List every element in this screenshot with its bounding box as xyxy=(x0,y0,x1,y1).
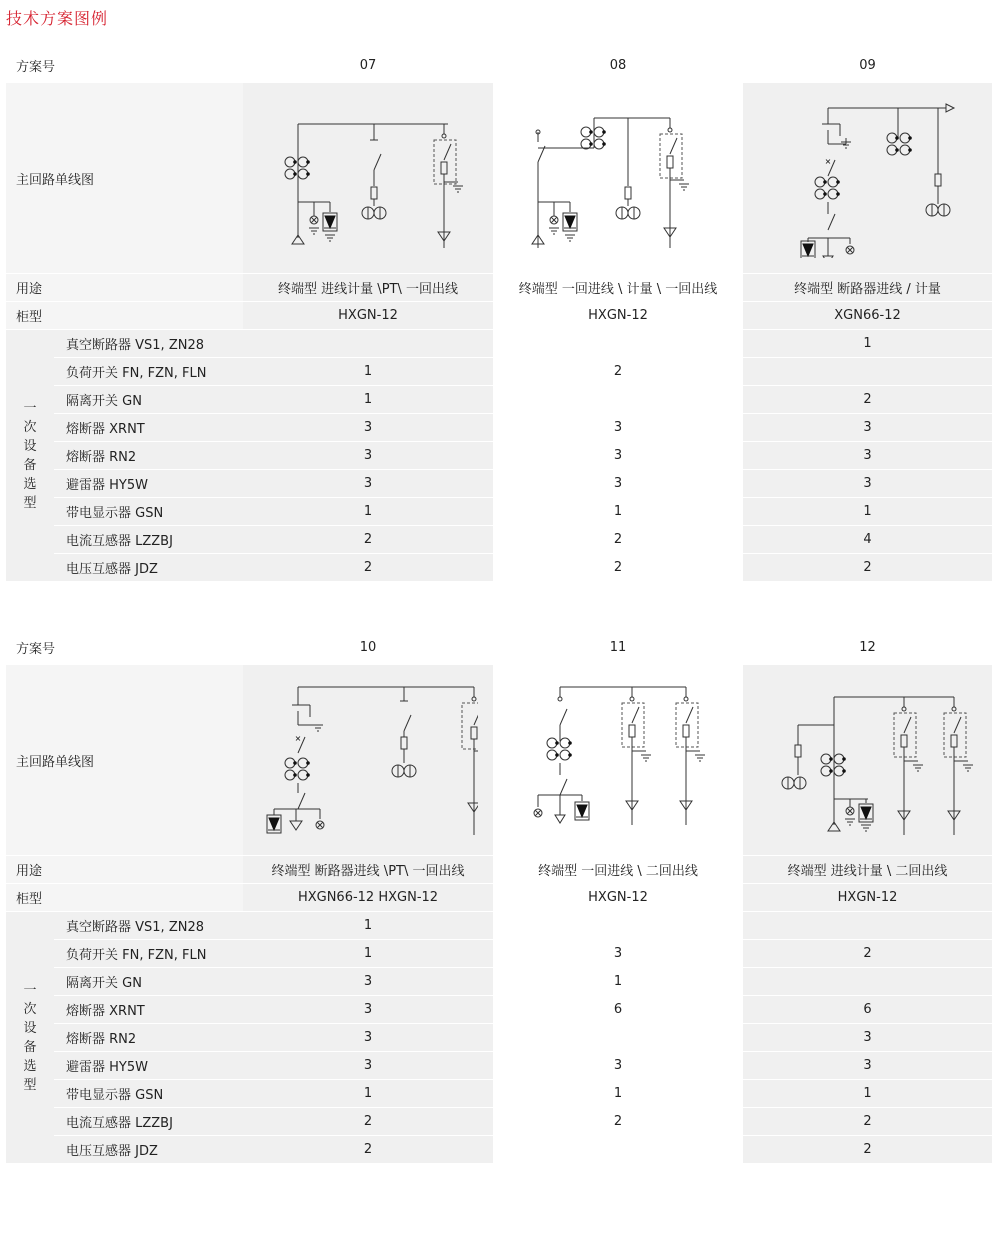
usage-value: 终端型 一回进线 \ 二回出线 xyxy=(493,856,743,884)
equipment-qty: 2 xyxy=(743,386,992,414)
primary-equipment-label xyxy=(6,912,54,1164)
equipment-qty: 2 xyxy=(743,1136,992,1164)
equipment-qty: 1 xyxy=(243,940,493,968)
cabinet-type-value: HXGN-12 xyxy=(243,302,493,330)
cabinet-type-value: HXGN66-12 HXGN-12 xyxy=(243,884,493,912)
scheme-no-label: 方案号 xyxy=(6,48,243,83)
equipment-qty: 3 xyxy=(743,442,992,470)
equipment-qty: 3 xyxy=(243,414,493,442)
equipment-qty: 2 xyxy=(243,554,493,582)
scheme-no: 12 xyxy=(743,630,992,665)
equipment-row xyxy=(6,358,992,386)
equipment-qty: 4 xyxy=(743,526,992,554)
page-title: 技术方案图例 xyxy=(6,9,109,28)
equipment-name: 避雷器 HY5W xyxy=(54,470,243,498)
main-circuit-label: 主回路单线图 xyxy=(6,665,243,856)
equipment-name: 避雷器 HY5W xyxy=(54,1052,243,1080)
equipment-qty: 3 xyxy=(493,470,743,498)
equipment-qty xyxy=(493,912,743,940)
scheme-table-2 xyxy=(6,630,992,1164)
single-line-diagram-07 xyxy=(258,98,478,258)
equipment-qty: 3 xyxy=(743,470,992,498)
cabinet-type-value: HXGN-12 xyxy=(743,884,992,912)
equipment-row xyxy=(6,1108,992,1136)
primary-equipment-char: 设 xyxy=(23,1020,37,1036)
equipment-qty: 1 xyxy=(493,968,743,996)
equipment-qty xyxy=(493,330,743,358)
equipment-row xyxy=(6,330,992,358)
single-line-diagram-08 xyxy=(508,98,728,258)
cabinet-type-value: XGN66-12 xyxy=(743,302,992,330)
primary-equipment-char: 次 xyxy=(23,1001,37,1017)
equipment-name: 电流互感器 LZZBJ xyxy=(54,1108,243,1136)
equipment-name: 真空断路器 VS1, ZN28 xyxy=(54,330,243,358)
equipment-qty: 3 xyxy=(243,968,493,996)
equipment-qty xyxy=(493,1024,743,1052)
single-line-diagram-11 xyxy=(508,675,728,845)
equipment-qty: 6 xyxy=(743,996,992,1024)
equipment-rows xyxy=(6,912,992,1164)
primary-equipment-label xyxy=(6,330,54,582)
equipment-qty: 2 xyxy=(243,1108,493,1136)
equipment-qty: 2 xyxy=(743,554,992,582)
equipment-row xyxy=(6,1024,992,1052)
equipment-qty: 3 xyxy=(493,940,743,968)
equipment-row xyxy=(6,1080,992,1108)
equipment-name: 负荷开关 FN, FZN, FLN xyxy=(54,940,243,968)
usage-value: 终端型 进线计量 \ 二回出线 xyxy=(743,856,992,884)
equipment-qty: 1 xyxy=(493,498,743,526)
diagram-cell xyxy=(743,83,992,274)
equipment-qty xyxy=(243,330,493,358)
equipment-qty: 2 xyxy=(743,940,992,968)
equipment-qty: 3 xyxy=(493,1052,743,1080)
primary-equipment-char: 一 xyxy=(23,982,37,998)
equipment-qty: 3 xyxy=(743,1024,992,1052)
equipment-qty: 1 xyxy=(243,912,493,940)
usage-label: 用途 xyxy=(6,274,243,302)
equipment-qty: 3 xyxy=(243,996,493,1024)
equipment-qty: 2 xyxy=(243,526,493,554)
primary-equipment-char: 备 xyxy=(23,1039,37,1055)
equipment-qty: 2 xyxy=(243,1136,493,1164)
equipment-qty: 3 xyxy=(243,442,493,470)
primary-equipment-char: 型 xyxy=(23,495,37,511)
diagram-cell xyxy=(243,83,493,274)
equipment-qty: 3 xyxy=(493,414,743,442)
equipment-row xyxy=(6,414,992,442)
equipment-row xyxy=(6,554,992,582)
equipment-row xyxy=(6,470,992,498)
equipment-name: 熔断器 RN2 xyxy=(54,442,243,470)
cabinet-type-label: 柜型 xyxy=(6,302,243,330)
equipment-row xyxy=(6,968,992,996)
primary-equipment-char: 一 xyxy=(23,400,37,416)
equipment-row xyxy=(6,386,992,414)
equipment-qty: 6 xyxy=(493,996,743,1024)
scheme-table-1 xyxy=(6,48,992,582)
scheme-no: 11 xyxy=(493,630,743,665)
equipment-qty: 1 xyxy=(493,1080,743,1108)
equipment-qty: 1 xyxy=(243,1080,493,1108)
equipment-row xyxy=(6,940,992,968)
equipment-name: 隔离开关 GN xyxy=(54,386,243,414)
equipment-row xyxy=(6,1052,992,1080)
equipment-qty: 2 xyxy=(493,526,743,554)
equipment-qty xyxy=(743,358,992,386)
equipment-qty xyxy=(743,968,992,996)
primary-equipment-char: 次 xyxy=(23,419,37,435)
primary-equipment-char: 型 xyxy=(23,1077,37,1093)
diagram-cell xyxy=(493,83,743,274)
equipment-name: 熔断器 XRNT xyxy=(54,414,243,442)
equipment-qty: 1 xyxy=(743,330,992,358)
equipment-qty: 1 xyxy=(243,386,493,414)
equipment-row xyxy=(6,526,992,554)
primary-equipment-char: 选 xyxy=(23,476,37,492)
usage-value: 终端型 一回进线 \ 计量 \ 一回出线 xyxy=(493,274,743,302)
equipment-row xyxy=(6,498,992,526)
primary-equipment-char: 选 xyxy=(23,1058,37,1074)
svg-text:×: × xyxy=(294,734,302,743)
equipment-name: 电压互感器 JDZ xyxy=(54,1136,243,1164)
equipment-qty: 2 xyxy=(493,358,743,386)
equipment-row xyxy=(6,1136,992,1164)
equipment-qty: 2 xyxy=(743,1108,992,1136)
svg-text:×: × xyxy=(824,157,831,166)
equipment-name: 带电显示器 GSN xyxy=(54,498,243,526)
equipment-name: 真空断路器 VS1, ZN28 xyxy=(54,912,243,940)
usage-value: 终端型 断路器进线 \PT\ 一回出线 xyxy=(243,856,493,884)
diagram-cell xyxy=(243,665,493,856)
cabinet-type-value: HXGN-12 xyxy=(493,884,743,912)
equipment-name: 电压互感器 JDZ xyxy=(54,554,243,582)
single-line-diagram-09 xyxy=(758,98,978,258)
cabinet-type-value: HXGN-12 xyxy=(493,302,743,330)
scheme-no: 08 xyxy=(493,48,743,83)
equipment-qty: 2 xyxy=(493,554,743,582)
primary-equipment-char: 备 xyxy=(23,457,37,473)
equipment-qty: 1 xyxy=(743,1080,992,1108)
single-line-diagram-12 xyxy=(758,675,978,845)
equipment-rows xyxy=(6,330,992,582)
cabinet-type-label: 柜型 xyxy=(6,884,243,912)
equipment-qty: 3 xyxy=(743,414,992,442)
equipment-qty xyxy=(493,1136,743,1164)
diagram-cell xyxy=(493,665,743,856)
equipment-name: 熔断器 RN2 xyxy=(54,1024,243,1052)
equipment-qty: 1 xyxy=(243,498,493,526)
equipment-row xyxy=(6,442,992,470)
equipment-qty xyxy=(743,912,992,940)
usage-value: 终端型 断路器进线 / 计量 xyxy=(743,274,992,302)
scheme-no: 07 xyxy=(243,48,493,83)
equipment-qty: 2 xyxy=(493,1108,743,1136)
scheme-no-label: 方案号 xyxy=(6,630,243,665)
equipment-name: 隔离开关 GN xyxy=(54,968,243,996)
single-line-diagram-10 xyxy=(258,675,478,845)
main-circuit-label: 主回路单线图 xyxy=(6,83,243,274)
primary-equipment-char: 设 xyxy=(23,438,37,454)
scheme-no: 10 xyxy=(243,630,493,665)
equipment-qty: 3 xyxy=(743,1052,992,1080)
equipment-qty xyxy=(493,386,743,414)
equipment-row xyxy=(6,912,992,940)
equipment-qty: 1 xyxy=(743,498,992,526)
equipment-qty: 3 xyxy=(243,1052,493,1080)
equipment-name: 负荷开关 FN, FZN, FLN xyxy=(54,358,243,386)
equipment-row xyxy=(6,996,992,1024)
equipment-name: 熔断器 XRNT xyxy=(54,996,243,1024)
scheme-no: 09 xyxy=(743,48,992,83)
equipment-qty: 3 xyxy=(493,442,743,470)
usage-value: 终端型 进线计量 \PT\ 一回出线 xyxy=(243,274,493,302)
equipment-name: 带电显示器 GSN xyxy=(54,1080,243,1108)
equipment-name: 电流互感器 LZZBJ xyxy=(54,526,243,554)
equipment-qty: 3 xyxy=(243,1024,493,1052)
equipment-qty: 3 xyxy=(243,470,493,498)
equipment-qty: 1 xyxy=(243,358,493,386)
usage-label: 用途 xyxy=(6,856,243,884)
diagram-cell xyxy=(743,665,992,856)
